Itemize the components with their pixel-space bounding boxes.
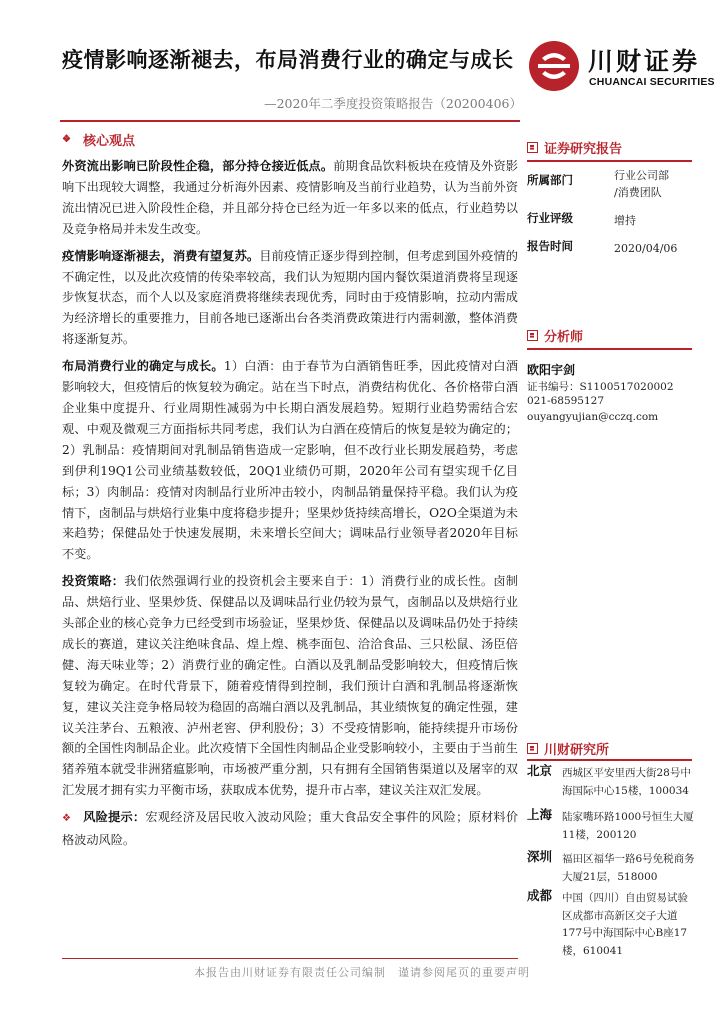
paragraph-lead: 投资策略： (62, 574, 125, 589)
city-shanghai: 上海 (527, 807, 553, 822)
analyst-name: 欧阳宇剑 (527, 363, 576, 377)
analyst-email[interactable]: ouyangyujian@cczq.com (527, 411, 659, 423)
date-label: 报告时间 (527, 239, 573, 253)
address-beijing: 西城区平安里西大街28号中海国际中心15楼，100034 (562, 767, 691, 797)
diamond-bullet-icon: ❖ (62, 133, 71, 145)
city-chengdu: 成都 (527, 888, 553, 903)
address-shenzhen: 福田区福华一路6号免税商务大厦21层，518000 (562, 853, 695, 883)
paragraph-lead: 布局消费行业的确定与成长。 (62, 359, 224, 374)
paragraph-investment-strategy (62, 571, 518, 801)
paragraph-lead: 疫情影响逐渐褪去，消费有望复苏。 (62, 248, 260, 263)
institute-panel (527, 739, 695, 957)
paragraph-body: 宏观经济及居民收入波动风险；重大食品安全事件的风险；原材料价格波动风险。 (62, 810, 519, 848)
logo-cn-text: 川财证券 (588, 47, 701, 76)
analyst-phone: 021-68595127 (527, 395, 605, 407)
report-title: 疫情影响逐渐褪去，布局消费行业的确定与成长 (62, 47, 514, 72)
paragraph-body: 前期食品饮料板块在疫情及外资影响下出现较大调整，我通过分析海外因素、疫情影响及当前行业趋势，认为当前外资流出情况已进入阶段性企稳，并且部分持仓已经为近一年多以来的低点，行业趋势以及竞争格局并未发生改变。 (62, 159, 518, 236)
footer-disclaimer: 本报告由川财证券有限责任公司编制 谨请参阅尾页的重要声明 (194, 966, 530, 979)
paragraph-epidemic-recovery (62, 246, 518, 351)
report-subtitle: —2020年二季度投资策略报告（20200406） (264, 96, 522, 111)
section-box-icon (527, 330, 538, 341)
section-box-icon (527, 743, 538, 754)
paragraph-risk (62, 807, 518, 851)
date-value: 2020/04/06 (614, 242, 678, 255)
dept-value: 行业公司部 /消费团队 (614, 169, 669, 199)
analyst-panel (527, 326, 692, 423)
logo-en-text: CHUANCAI SECURITIES (589, 76, 715, 88)
city-shenzhen: 深圳 (527, 849, 553, 864)
rating-value: 增持 (614, 214, 636, 227)
paragraph-foreign-capital (62, 156, 518, 240)
paragraph-lead: 外资流出影响已阶段性企稳，部分持仓接近低点。 (62, 159, 334, 173)
address-shanghai: 陆家嘴环路1000号恒生大厦11楼，200120 (562, 811, 694, 841)
section-box-icon (527, 142, 538, 153)
address-chengdu: 中国（四川）自由贸易试验区成都市高新区交子大道177号中海国际中心B座17楼，610041 (562, 892, 688, 957)
section-rule (527, 160, 692, 162)
main-column (62, 128, 518, 851)
dept-label: 所属部门 (527, 173, 573, 187)
core-heading-text: 核心观点 (82, 133, 135, 149)
section-rule (527, 348, 692, 350)
chuancai-logo-icon (528, 40, 580, 92)
paragraph-lead: 风险提示： (83, 810, 146, 825)
paragraph-body: 1）白酒：由于春节为白酒销售旺季，因此疫情对白酒影响较大，但疫情后的恢复较为确定。站在当下时点，消费结构优化、各价格带白酒企业集中度提升、行业周期性减弱为中长期白酒发展趋势。短期行业趋势需结合宏观、中观及微观三方面指标共同考虑，我们认为白酒在疫情后的恢复是较为确定的；2）乳制品：疫情期间对乳制品销售造成一定影响，但不改行业长期发展趋势，考虑到伊利19Q1公司业绩基数较低，20Q1业绩仍可期，2020年公司有望实现千亿目标；3）肉制品：疫情对肉制品行业所冲击较小，肉制品销量保持平稳。我们认为疫情下，卤制品与烘焙行业集中度将稳步提升；坚果炒货持续高增长，O2O全渠道为未来趋势；保健品处于快速发展期，未来增长空间大；调味品行业领导者2020年目标不变。 (62, 359, 519, 562)
paragraph-consumption-layout (62, 356, 518, 565)
analyst-license: 证书编号：S1100517020002 (527, 381, 674, 393)
report-info-panel (527, 138, 692, 255)
rating-label: 行业评级 (527, 211, 573, 225)
analyst-heading: 分析师 (527, 326, 692, 344)
paragraph-body: 我们依然强调行业的投资机会主要来自于：1）消费行业的成长性。卤制品、烘焙行业、坚果炒货、保健品以及调味品行业仍较为景气，卤制品以及烘焙行业头部企业的核心竞争力已经受到市场验证，坚果炒货、保健品以及调味品仍处于持续成长的赛道，建议关注绝味食品、煌上煌、桃李面包、洽洽食品、三只松鼠、汤臣倍健、海天味业等；2）消费行业的确定性。白酒以及乳制品受影响较大，但疫情后恢复较为确定。在时代背景下，随着疫情得到控制，我们预计白酒和乳制品将逐渐恢复，建议关注竞争格局较为稳固的高端白酒以及乳制品，其业绩恢复的确定性强，建议关注茅台、五粮液、泸州老窖、伊利股份；3）不受疫情影响，能持续提升市场份额的全国性肉制品企业。此次疫情下全国性肉制品企业受影响较小，主要由于当前生猪养殖本就受非洲猪瘟影响，市场被严重分割，只有拥有全国销售渠道以及屠宰的双汇发展才拥有实力平衡市场，获取成本优势，提升市占率，建议关注双汇发展。 (62, 574, 518, 798)
diamond-bullet-icon: ❖ (62, 813, 72, 825)
city-beijing: 北京 (527, 763, 553, 778)
institute-heading: 川财研究所 (527, 739, 692, 757)
header-rule (60, 120, 520, 122)
footer-rule (62, 958, 518, 959)
core-heading (62, 128, 518, 150)
report-info-heading: 证券研究报告 (527, 138, 692, 156)
paragraph-body: 目前疫情正逐步得到控制，但考虑到国外疫情的不确定性，以及此次疫情的传染率较高，我们认为短期内国内餐饮渠道消费将呈现逐步恢复状态，而个人以及家庭消费将继续表现优秀，同时由于疫情影响，拉动内需成为经济增长的重要推力，目前各地已逐渐出台各类消费政策进行内需刺激，整体消费将逐渐复苏。 (62, 248, 518, 347)
